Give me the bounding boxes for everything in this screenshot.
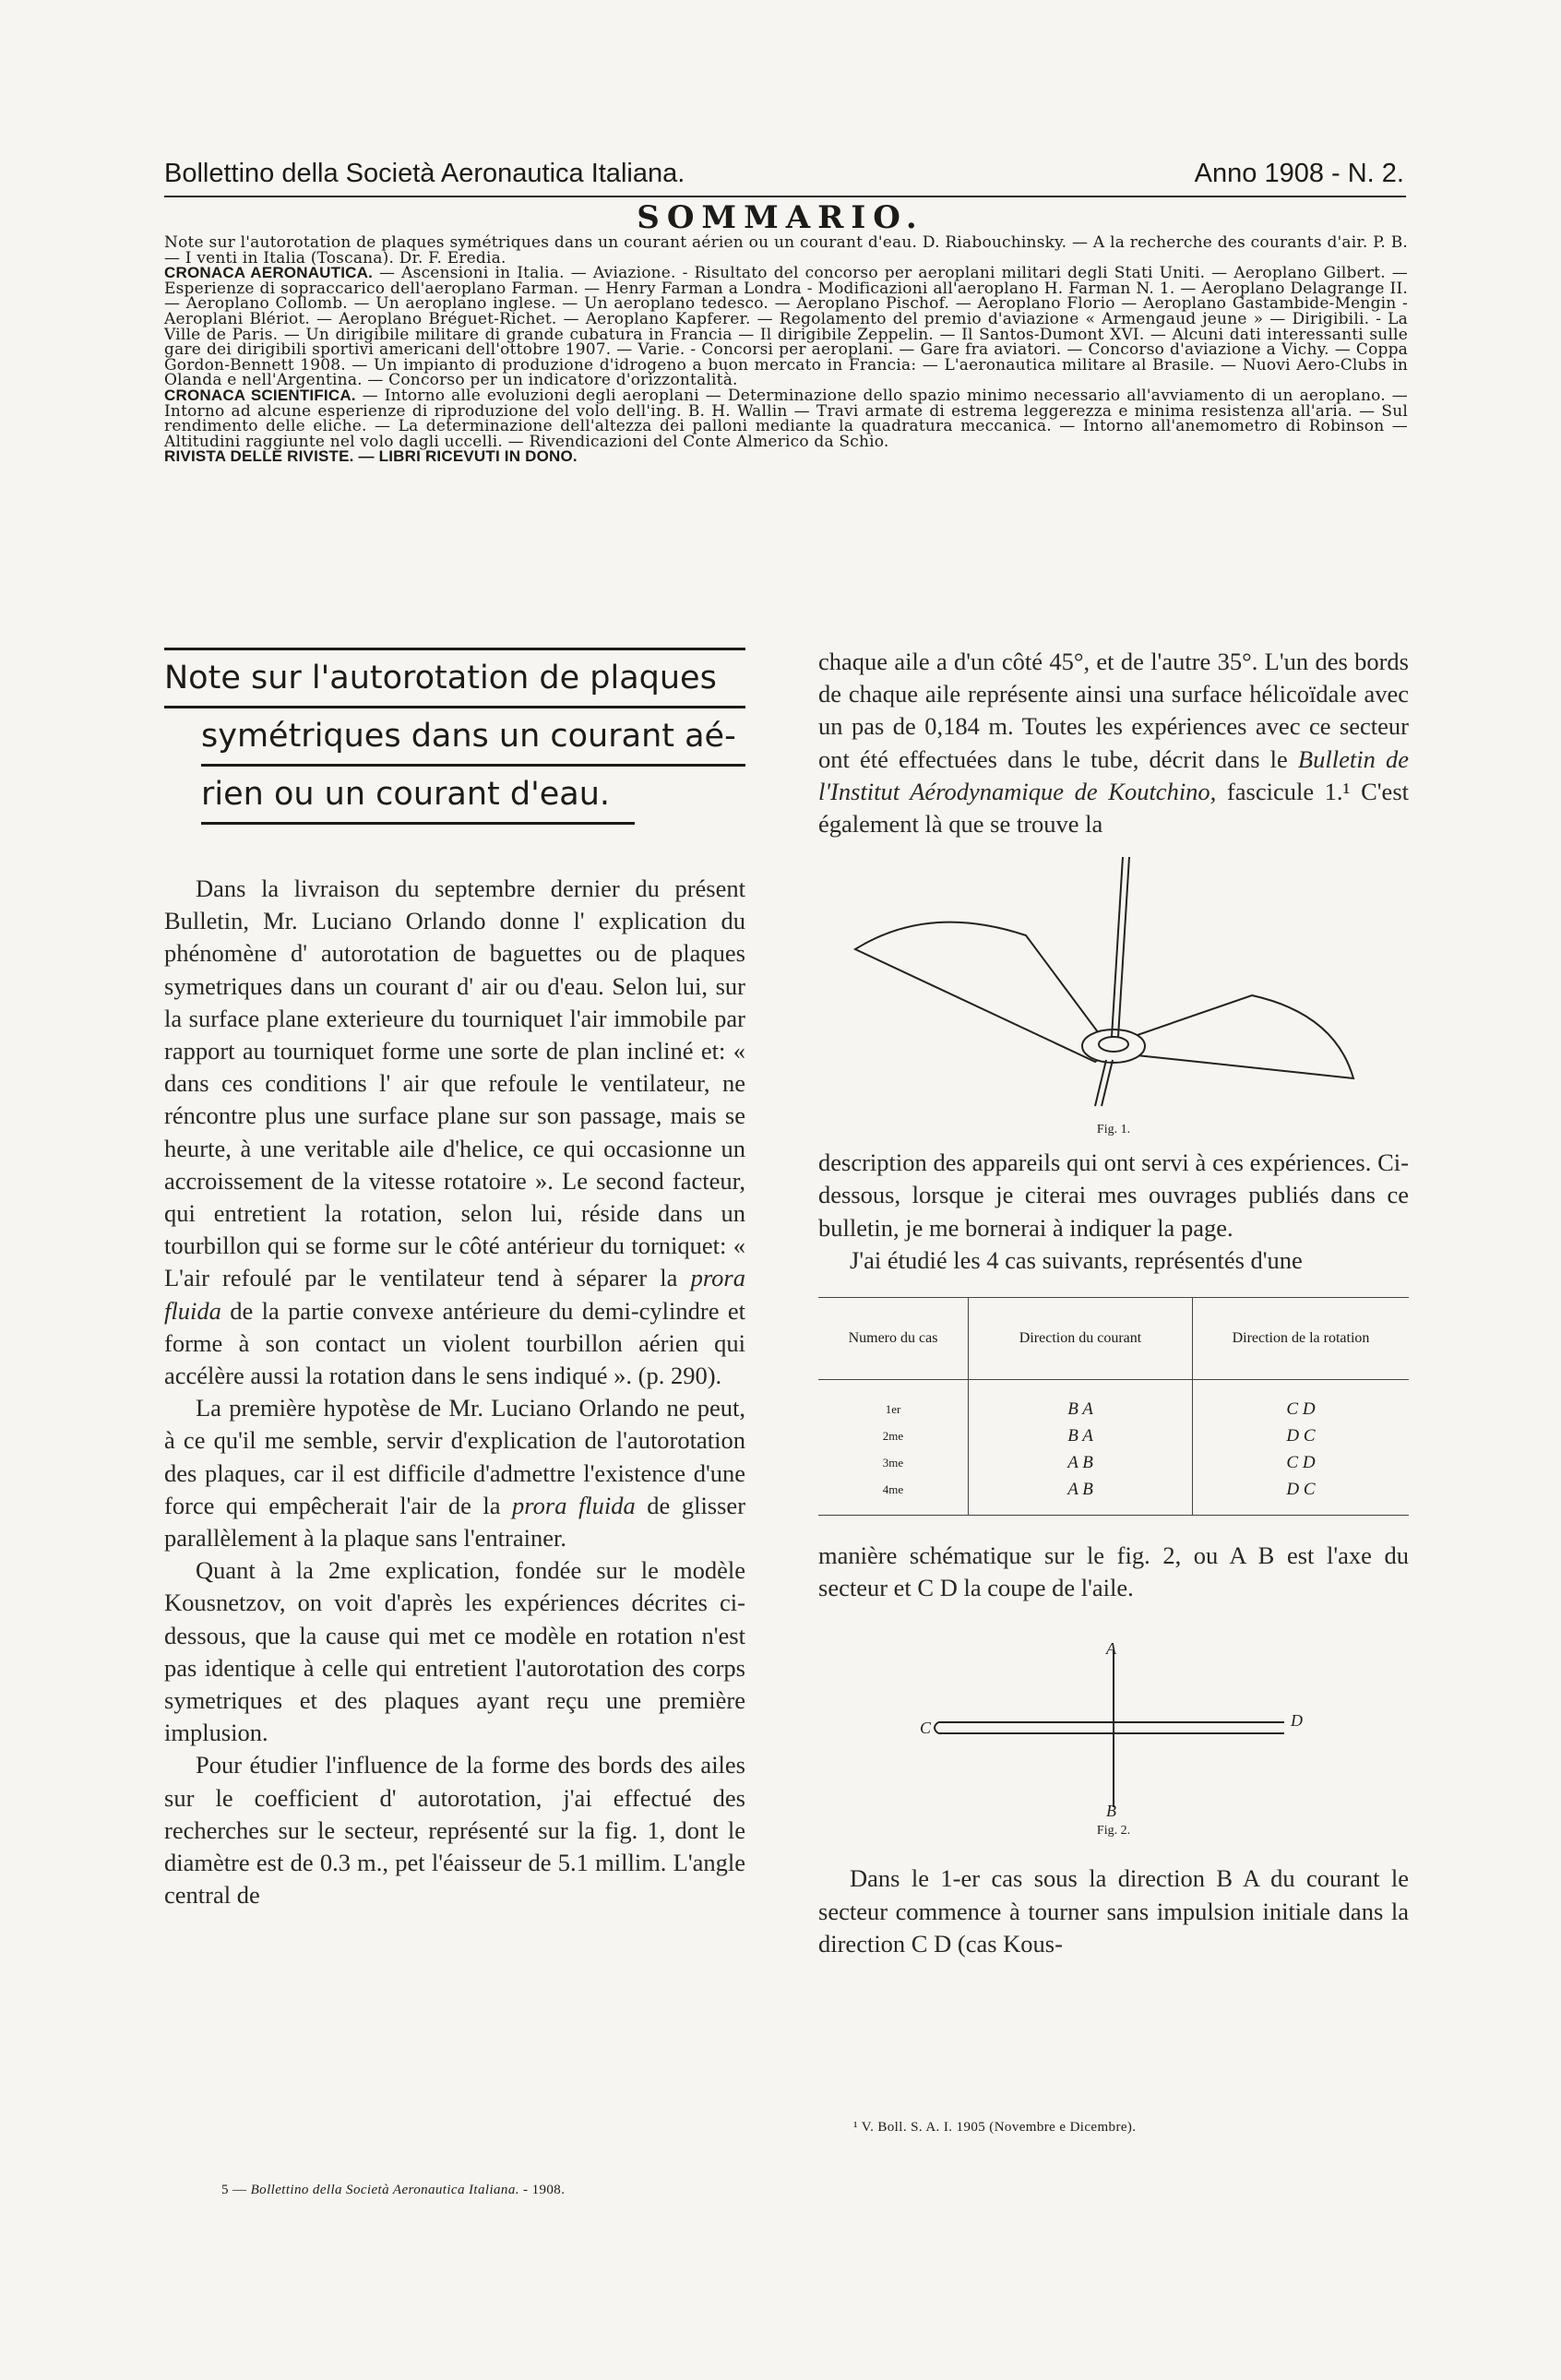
column-header: Direction du courant xyxy=(969,1298,1193,1380)
table-of-contents xyxy=(164,235,1408,465)
article-body-left xyxy=(164,873,745,1912)
toc-cronaca-scientifica xyxy=(164,388,1408,449)
paragraph xyxy=(164,873,745,1392)
page-footer xyxy=(221,2183,565,2198)
label-d: D xyxy=(1291,1711,1303,1731)
paragraph: Pour étudier l'influence de la forme des bords des ailes sur le coefficient d' autorotation, j'ai effectué des recherches sur le secteur, représenté sur la fig. 1, dont le diamètre est de 0.3 m., pet l'éaisseur de 5.1 millim. L'angle central de xyxy=(164,1751,745,1910)
toc-section-text: — Intorno alle evoluzioni degli aeroplani — Determinazione dello spazio minimo necessario all'avviamento di un aeroplano. — Intorno ad alcune esperienze di riproduzione del volo dell'ing. B. H. Wallin — Travi armate di estrema leggerezza e minima resistenza all'aria. — Sul rendimento delle eliche. — La determinazione dell'altezza dei palloni mediante la quadratura meccanica. — Intorno all'anemometro di Robinson — Altitudini raggiunte nel volo dagli uccelli. — Rivendicazioni del Conte Almerico da Schio. xyxy=(164,386,1408,451)
table-cell: A B xyxy=(969,1476,1193,1516)
article-title-line-3: rien ou un courant d'eau. xyxy=(201,767,635,825)
paragraph: J'ai étudié les 4 cas suivants, représentés d'une xyxy=(850,1245,1303,1274)
italic-term: prora fluida xyxy=(164,1264,745,1325)
rotor-sector-diagram xyxy=(818,857,1409,1115)
table-cell: 3me xyxy=(882,1455,904,1470)
cases-table xyxy=(818,1297,1409,1516)
right-column xyxy=(818,646,1409,1960)
text-run: fascicule 1.¹ C'est également là que se trouve la xyxy=(818,777,1409,839)
text-run: de la partie convexe antérieure du demi-cylindre et forme à son contact un violent tourbillon aérien qui accélère aussi la rotation dans le sens indiqué ». (p. 290). xyxy=(164,1296,745,1390)
paragraph: Quant à la 2me explication, fondée sur le modèle Kousnetzov, on voit d'après les expériences décrites ci-dessous, que la cause qui met ce modèle en rotation n'est pas identique à celle qui entretient l'autorotation des corps symetriques et des plaques ayant reçu une première implusion. xyxy=(164,1556,745,1747)
italic-citation: Bulletin de l'Institut Aérodynamique de Koutchino, xyxy=(818,744,1409,805)
article-body-right xyxy=(818,646,1409,840)
axis-schema-diagram xyxy=(818,1641,1409,1816)
table-row xyxy=(818,1422,1409,1449)
table-row xyxy=(818,1449,1409,1476)
running-head-issue: Anno 1908 - N. 2. xyxy=(1194,159,1404,188)
paragraph: manière schématique sur le fig. 2, ou A B est l'axe du secteur et C D la coupe de l'aile. xyxy=(818,1541,1409,1602)
toc-section-label: RIVISTA DELLE RIVISTE. — LIBRI RICEVUTI IN DONO. xyxy=(164,447,578,466)
toc-main-articles: Note sur l'autorotation de plaques symétriques dans un courant aérien ou un courant d'eau. D. Riabouchinsky. — A la recherche des courants d'air. P. B. — I venti in Italia (Toscana). Dr. F. Eredia. xyxy=(164,233,1408,268)
table-cell: B A xyxy=(969,1422,1193,1449)
journal-name: Bollettino della Società Aeronautica Italiana. xyxy=(250,2183,519,2197)
article-title xyxy=(164,648,745,825)
table-header-row xyxy=(818,1298,1409,1380)
table-cell: 1er xyxy=(885,1401,901,1416)
left-column xyxy=(164,646,745,1912)
article-title-line-2: symétriques dans un courant aé- xyxy=(201,708,745,767)
figure-1 xyxy=(818,857,1409,1137)
toc-section-label: CRONACA SCIENTIFICA. xyxy=(164,386,356,404)
figure-2 xyxy=(818,1641,1409,1839)
table-cell: 4me xyxy=(818,1476,969,1516)
article-title-line-1: Note sur l'autorotation de plaques xyxy=(164,650,745,708)
figure-1-caption: Fig. 1. xyxy=(1096,1123,1131,1137)
label-b: B xyxy=(1106,1802,1116,1817)
italic-term: prora fluida xyxy=(512,1491,636,1519)
footnote: ¹ V. Boll. S. A. I. 1905 (Novembre e Dicembre). xyxy=(853,2120,1137,2135)
table-row xyxy=(818,1380,1409,1423)
toc-section-text: — Ascensioni in Italia. — Aviazione. - Risultato del concorso per aeroplani militari degli Stati Uniti. — Aeroplano Gilbert. — Esperienze di sopraccarico dell'aeroplano Farman. — Henry Farman a Londra - Modificazioni all'aeroplano H. Farman N. 1. — Aeroplano Delagrange II. — Aeroplano Collomb. — Un aeroplano inglese. — Un aeroplano tedesco. — Aeroplano Pischof. — Aeroplano Florio — Aeroplano Gastambide-Mengin - Aeroplani Blériot. — Aeroplano Bréguet-Richet. — Aeroplano Kapferer. — Regolamento del premio d'aviazione « Armengaud jeune » — Dirigibili. - La Ville de Paris. — Un dirigibile militare di grande cubatura in Francia — Il dirigibile Zeppelin. — Il Santos-Dumont XVI. — Alcuni dati interessanti sulle gare dei dirigibili sportivi americani dell'ottobre 1907. — Varie. - Concorsi per aeroplani. — Gare fra aviatori. — Concorso d'aviazione a Vichy. — Coppa Gordon-Bennett 1908. — Un impianto di produzione d'idrogeno a buon mercato in Francia: — L'aeronautica militare al Brasile. — Nuovi Aero-Clubs in Olanda e nell'Argentina. — Concorso per un indicatore d'orizzontalità. xyxy=(164,264,1408,390)
table-cell: A B xyxy=(969,1449,1193,1476)
running-head-title: Bollettino della Società Aeronautica Italiana. xyxy=(164,159,685,188)
paragraph xyxy=(164,1392,745,1554)
text-run: chaque aile a d'un côté 45°, et de l'autre 35°. L'un des bords de chaque aile représente ainsi una surface hélicoïdale avec un pas de 0,184 m. Toutes les expériences avec ce secteur ont été effectuées dans le tube, décrit dans le xyxy=(818,648,1409,773)
table-cell: C D xyxy=(1193,1449,1410,1476)
text-run: Dans la livraison du septembre dernier du présent Bulletin, Mr. Luciano Orlando donne l' explication du phénomène d' autorotation de baguettes ou de plaques symetriques dans un courant d' air ou d'eau. Selon lui, sur la surface plane exterieure du tourniquet l'air immobile par rapport au tourniquet forme une sorte de plan incliné et: « dans ces conditions l' air que refoule le ventilateur, ne réncontre plus une surface plane sur son passage, mais se heurte, à une veritable aile d'helice, ce qui occasionne un accroissement de la vitesse rotatoire ». Le second facteur, qui entretient la rotation, selon lui, réside dans un tourbillon qui se forme sur le côté antérieur du torniquet: « L'air refoulé par le ventilateur tend à séparer la xyxy=(164,875,745,1292)
page-number: 5 — xyxy=(221,2183,247,2197)
table-cell: 2me xyxy=(882,1428,904,1443)
toc-cronaca-aeronautica xyxy=(164,266,1408,388)
text-run: La première hypotèse de Mr. Luciano Orlando ne peut, à ce qu'il me semble, servir d'explication de l'autorotation des plaques, car il est difficile d'admettre l'existence d'une force qui empêcherait l'air de la xyxy=(164,1394,745,1519)
table-cell: D C xyxy=(1193,1422,1410,1449)
footer-year: - 1908. xyxy=(523,2183,566,2197)
column-header: Direction de la rotation xyxy=(1193,1298,1410,1380)
paragraph: Dans le 1-er cas sous la direction B A du courant le secteur commence à tourner sans impulsion initiale dans la direction C D (cas Kous- xyxy=(818,1864,1409,1958)
column-header: Numero du cas xyxy=(818,1298,969,1380)
toc-section-label: CRONACA AERONAUTICA. xyxy=(164,264,374,282)
article-body-right-2 xyxy=(818,1147,1409,1277)
table-cell: C D xyxy=(1193,1380,1410,1423)
sommario-title: SOMMARIO. xyxy=(637,199,924,236)
toc-rivista xyxy=(164,449,1408,465)
header-rule xyxy=(164,196,1406,197)
paragraph: description des appareils qui ont servi à ces expériences. Ci-dessous, lorsque je citerai mes ouvrages publiés dans ce bulletin, je me bornerai à indiquer la page. xyxy=(818,1148,1409,1242)
text-run: de glisser parallèlement à la plaque sans l'entrainer. xyxy=(164,1491,746,1553)
table-cell: B A xyxy=(969,1380,1193,1423)
table-cell: D C xyxy=(1193,1476,1410,1516)
paragraph xyxy=(818,646,1409,840)
article-body-right-4 xyxy=(818,1862,1409,1960)
figure-2-caption: Fig. 2. xyxy=(1096,1824,1131,1839)
label-a: A xyxy=(1106,1641,1116,1659)
article-body-right-3 xyxy=(818,1540,1409,1604)
label-c: C xyxy=(920,1719,932,1738)
table-row xyxy=(818,1476,1409,1516)
